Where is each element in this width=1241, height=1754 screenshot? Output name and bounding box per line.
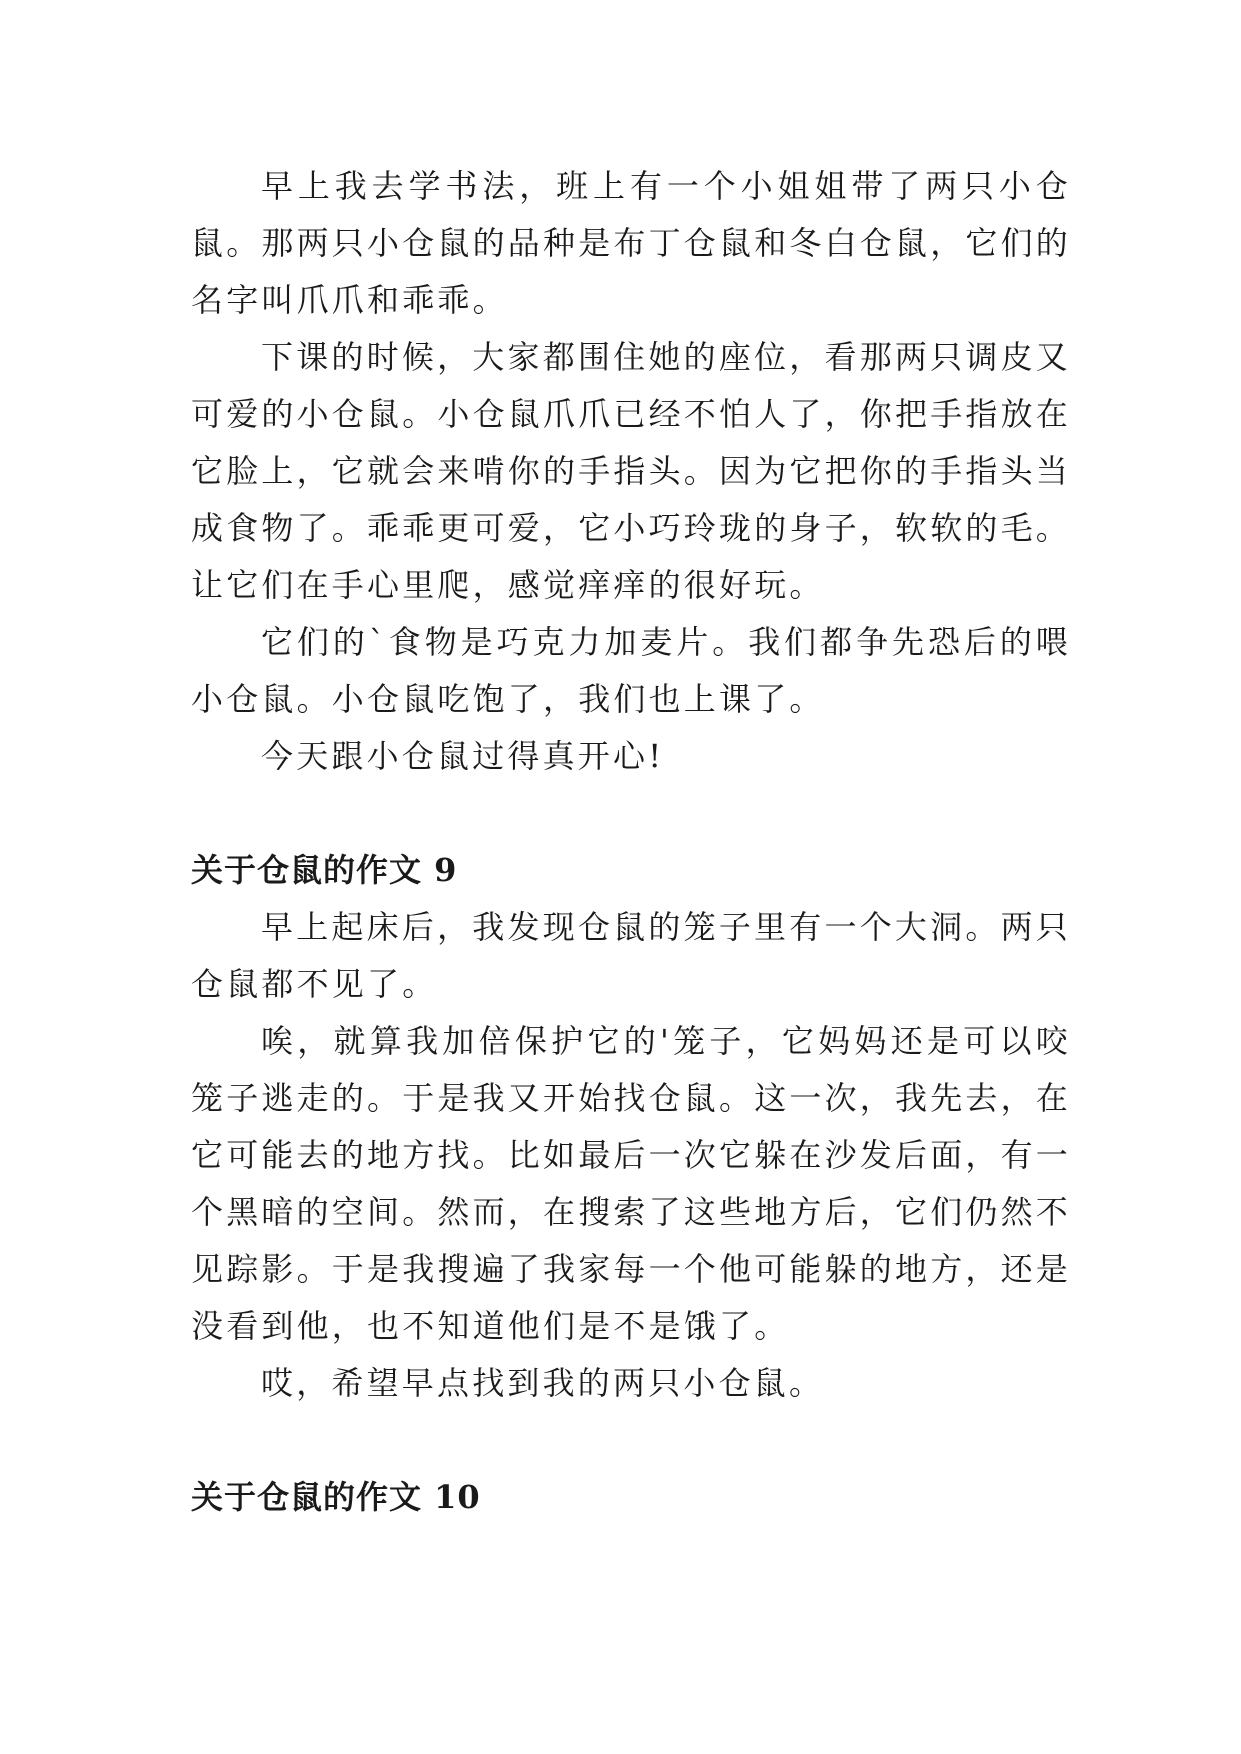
paragraph: 唉，就算我加倍保护它的'笼子，它妈妈还是可以咬笼子逃走的。于是我又开始找仓鼠。这一次，我先去，在它可能去的地方找。比如最后一次它躲在沙发后面，有一个黑暗的空间。然而，在搜索了这些地方后，它们仍然不见踪影。于是我搜遍了我家每一个他可能躲的地方，还是没看到他，也不知道他们是不是饿了。: [191, 1022, 1072, 1345]
section-heading-10: 关于仓鼠的作文 10: [191, 1478, 481, 1516]
section-gap: [191, 1412, 1071, 1469]
document-body: [191, 158, 1071, 1526]
section-heading-9: 关于仓鼠的作文 9: [191, 851, 458, 889]
paragraph: 早上起床后，我发现仓鼠的笼子里有一个大洞。两只仓鼠都不见了。: [191, 908, 1071, 1003]
paragraph: 下课的时候，大家都围住她的座位，看那两只调皮又可爱的小仓鼠。小仓鼠爪爪已经不怕人了，你把手指放在它脸上，它就会来啃你的手指头。因为它把你的手指头当成食物了。乖乖更可爱，它小巧玲珑的身子，软软的毛。让它们在手心里爬，感觉痒痒的很好玩。: [191, 338, 1072, 604]
paragraph: 哎，希望早点找到我的两只小仓鼠。: [261, 1364, 825, 1402]
section-gap: [191, 785, 1071, 842]
paragraph: 今天跟小仓鼠过得真开心!: [261, 737, 665, 775]
paragraph: 它们的`食物是巧克力加麦片。我们都争先恐后的喂小仓鼠。小仓鼠吃饱了，我们也上课了。: [191, 623, 1071, 718]
paragraph: 早上我去学书法，班上有一个小姐姐带了两只小仓鼠。那两只小仓鼠的品种是布丁仓鼠和冬白仓鼠，它们的名字叫爪爪和乖乖。: [191, 167, 1072, 319]
